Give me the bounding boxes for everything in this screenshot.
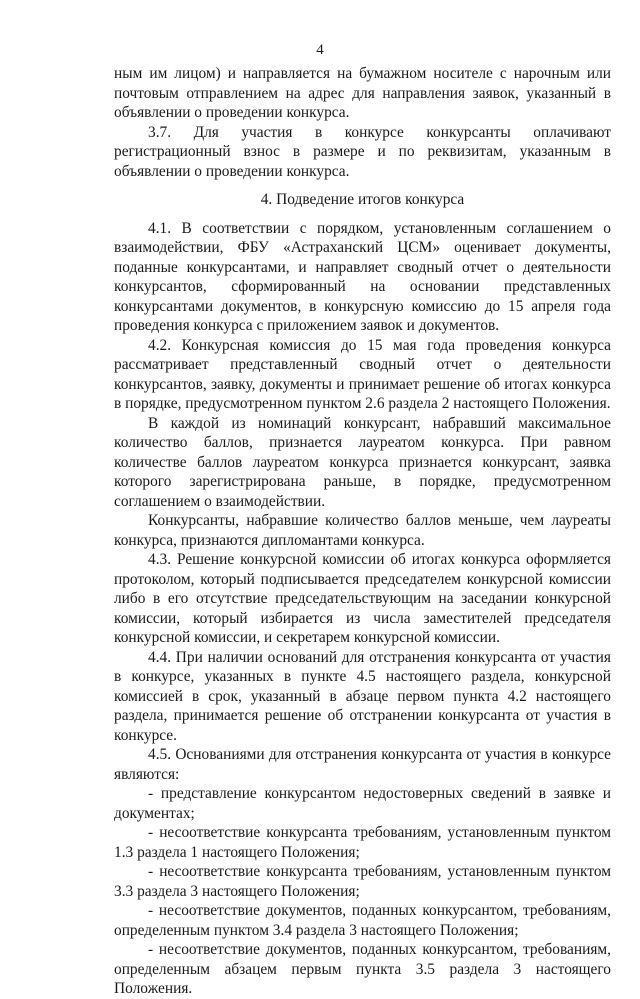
list-item-4: - несоответствие документов, поданных конкурсантом, требованиям, определенным пунктом 3.4 раздела 3 настоящего Положения; bbox=[114, 902, 611, 939]
paragraph-4-5: 4.5. Основаниями для отстранения конкурсанта от участия в конкурсе являются: bbox=[114, 746, 611, 783]
paragraph-3-7: 3.7. Для участия в конкурсе конкурсанты оплачивают регистрационный взнос в размере и по реквизитам, указанным в объявлении о проведении конкурса. bbox=[114, 123, 611, 180]
paragraph-4-4: 4.4. При наличии оснований для отстранения конкурсанта от участия в конкурсе, указанных в пункте 4.5 настоящего раздела, конкурсной комиссией в срок, указанный в абзаце первом пункта 4.2 настоящего раздела, принимается решение об отстранении конкурсанта от участия в конкурсе. bbox=[114, 648, 611, 744]
list-item-5: - несоответствие документов, поданных конкурсантом, требованиям, определенным абзацем первым пункта 3.5 раздела 3 настоящего Положения. bbox=[114, 941, 611, 997]
paragraph-4-3: 4.3. Решение конкурсной комиссии об итогах конкурса оформляется протоколом, который подписывается председателем конкурсной комиссии либо в его отсутствие председательствующим на заседании конкурсной комиссии, который избирается из числа заместителей председателя конкурсной комиссии, и секретарем конкурсной комиссии. bbox=[114, 551, 611, 646]
paragraph-4-2: 4.2. Конкурсная комиссия до 15 мая года проведения конкурса рассматривает представленный сводный отчет о деятельности конкурсантов, заявку, документы и принимает решение об итогах конкурса в порядке, предусмотренном пунктом 2.6 раздела 2 настоящего Положения. bbox=[114, 336, 611, 412]
list-item-3: - несоответствие конкурсанта требованиям, установленным пунктом 3.3 раздела 3 настоящего Положения; bbox=[114, 863, 611, 900]
list-item-1: - представление конкурсантом недостоверных сведений в заявке и документах; bbox=[114, 785, 611, 822]
paragraph-diplomants: Конкурсанты, набравшие количество баллов меньше, чем лауреаты конкурса, признаются дипломантами конкурса. bbox=[114, 512, 611, 549]
document-body bbox=[114, 64, 611, 999]
paragraph-4-1: 4.1. В соответствии с порядком, установленным соглашением о взаимодействии, ФБУ «Астраханский ЦСМ» оценивает документы, поданные конкурсантами, и направляет сводный отчет о деятельности конкурсантов, сформированный на основании представленных конкурсантами документов, в конкурсную комиссию до 15 апреля года проведения конкурса с приложением заявок и документов. bbox=[114, 219, 611, 334]
paragraph-continuation: ным им лицом) и направляется на бумажном носителе с нарочным или почтовым отправлением на адрес для направления заявок, указанный в объявлении о проведении конкурса. bbox=[114, 65, 611, 121]
list-item-2: - несоответствие конкурсанта требованиям, установленным пунктом 1.3 раздела 1 настоящего Положения; bbox=[114, 824, 611, 861]
paragraph-laureate: В каждой из номинаций конкурсант, набравший максимальное количество баллов, признается лауреатом конкурса. При равном количестве баллов лауреатом конкурса признается конкурсант, заявка которого зарегистрирована раньше, в порядке, предусмотренном соглашением о взаимодействии. bbox=[114, 414, 611, 510]
section-heading-4: 4. Подведение итогов конкурса bbox=[260, 191, 465, 208]
page-number: 4 bbox=[316, 42, 324, 58]
